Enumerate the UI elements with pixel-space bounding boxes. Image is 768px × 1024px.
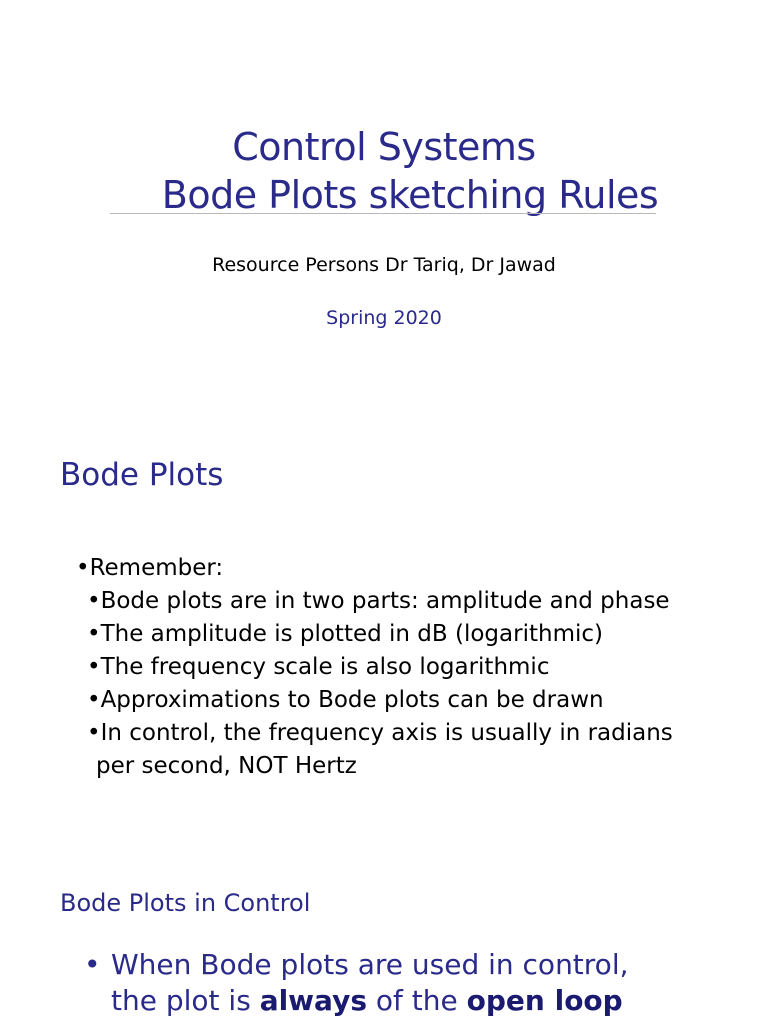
bullet-dot: • [84,948,101,981]
list-item [0,947,768,983]
list-item: •Approximations to Bode plots can be drawn [87,687,604,713]
control-bullet-list [0,947,768,1019]
bullet-text-pre: the plot is [111,984,260,1017]
bullet-text-mid: of the [367,984,467,1017]
slide-title-line-2: Bode Plots sketching Rules [161,173,659,217]
list-item: •The amplitude is plotted in dB (logarithmic) [87,621,603,647]
title-divider [110,213,656,214]
list-item-continuation [0,983,768,1019]
list-item: •Bode plots are in two parts: amplitude and phase [87,588,670,614]
list-item-continuation: per second, NOT Hertz [96,753,357,779]
authors-line: Resource Persons Dr Tariq, Dr Jawad [212,254,556,276]
section-heading-bode-plots-in-control: Bode Plots in Control [60,889,311,917]
slide-title-line-1: Control Systems [232,125,536,169]
bode-plots-bullet-list [0,552,768,783]
term-line: Spring 2020 [326,307,442,329]
section-heading-bode-plots: Bode Plots [60,457,224,493]
bullet-text-line-1: When Bode plots are used in control, [111,948,629,981]
bullet-text-bold-always: always [259,984,367,1017]
list-item: •The frequency scale is also logarithmic [87,654,550,680]
list-item: •In control, the frequency axis is usually in radians [87,720,673,746]
bullet-text-bold-open-loop: open loop [466,984,623,1017]
list-item: •Remember: [76,555,224,581]
